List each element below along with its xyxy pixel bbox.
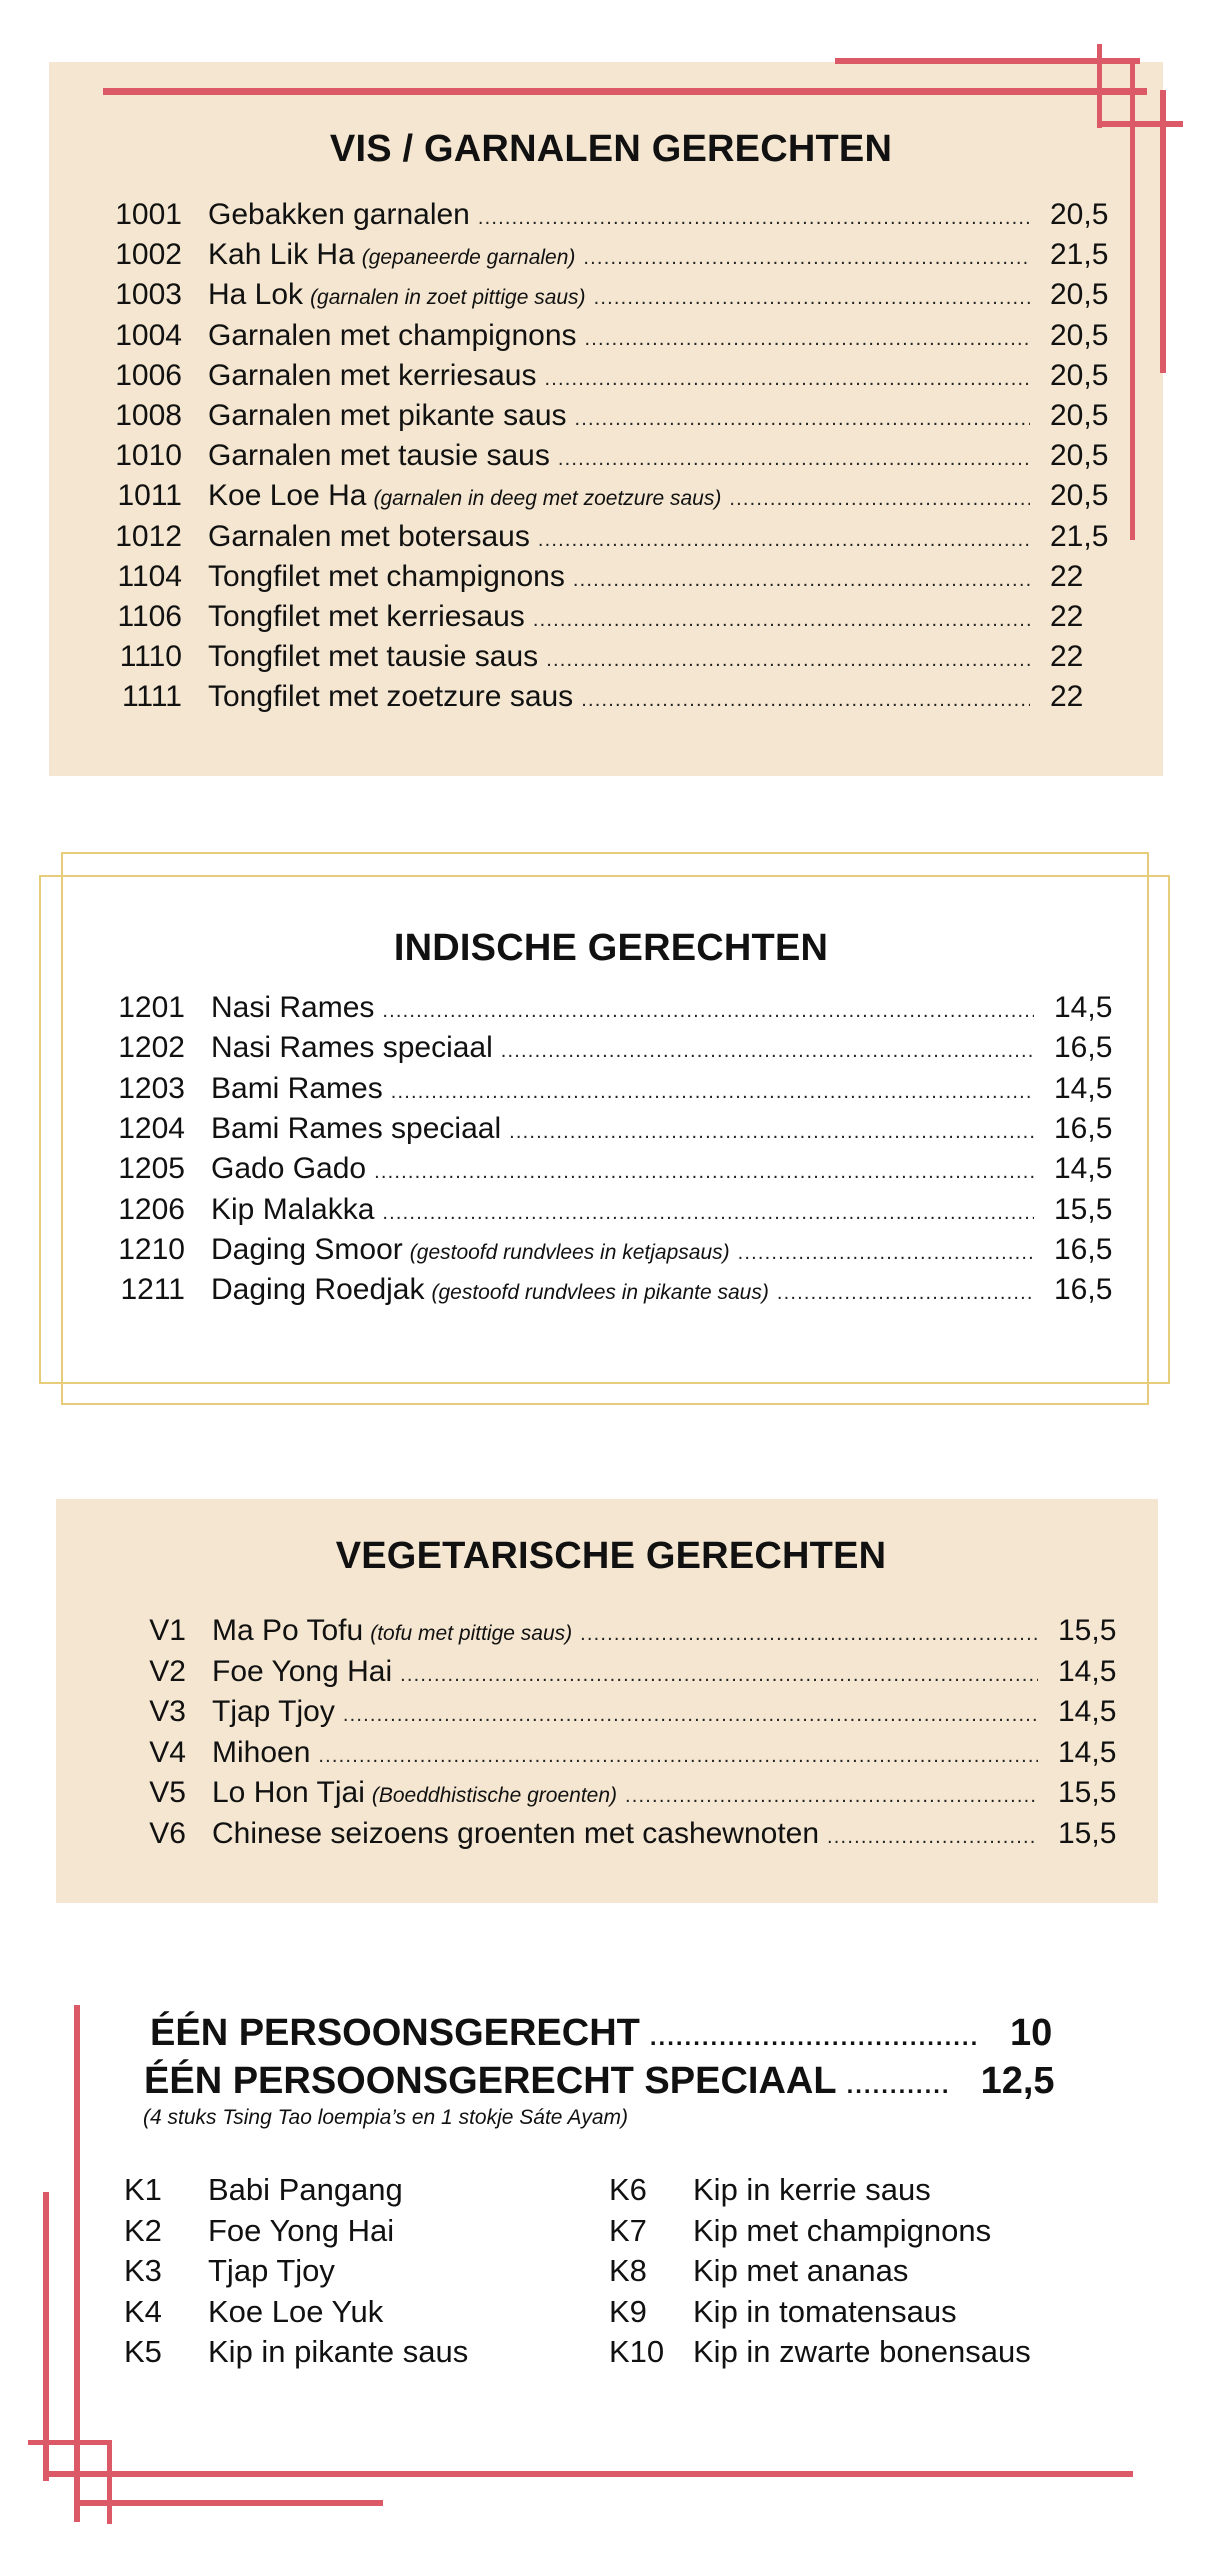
menu-item-row xyxy=(100,319,1120,359)
item-code: V1 xyxy=(149,1614,186,1647)
red-line xyxy=(1160,90,1166,373)
item-name: Mihoen xyxy=(212,1735,311,1769)
leader-dots xyxy=(478,207,1030,230)
item-note: (tofu met pittige saus) xyxy=(370,1622,573,1645)
item-price: 14,5 xyxy=(1054,1152,1113,1186)
menu-item-row xyxy=(100,1072,1124,1112)
item-price: 22 xyxy=(1050,559,1084,593)
k-item-row xyxy=(609,2172,931,2208)
item-name: Daging Smoor xyxy=(211,1232,403,1266)
leader-dots xyxy=(581,689,1030,712)
item-code: V5 xyxy=(149,1776,186,1810)
item-name: Tongfilet met kerriesaus xyxy=(208,600,525,633)
persoon-note: (4 stuks Tsing Tao loempia’s en 1 stokje Sáte Ayam) xyxy=(143,2106,629,2129)
item-note: (gestoofd rundvlees in ketjapsaus) xyxy=(409,1240,730,1264)
heading-name: ÉÉN PERSOONSGERECHT SPECIAAL xyxy=(144,2060,837,2102)
k-item-row xyxy=(609,2294,957,2330)
leader-dots xyxy=(391,1081,1034,1104)
red-line xyxy=(1097,121,1183,127)
menu-item-row xyxy=(100,1112,1124,1152)
item-price: 22 xyxy=(1050,680,1084,714)
item-name: Garnalen met botersaus xyxy=(208,519,530,553)
item-code: K3 xyxy=(124,2253,162,2288)
item-name: Nasi Rames xyxy=(211,991,375,1024)
item-price: 15,5 xyxy=(1058,1776,1117,1810)
leader-dots xyxy=(544,368,1030,391)
menu-item-row xyxy=(100,1817,1128,1857)
item-code: 1201 xyxy=(118,991,185,1024)
item-code: 1110 xyxy=(119,640,182,674)
item-price: 20,5 xyxy=(1050,479,1109,513)
item-code: 1210 xyxy=(118,1232,185,1266)
item-name: Koe Loe Yuk xyxy=(208,2293,384,2329)
item-name: Gado Gado xyxy=(211,1152,367,1186)
k-item-row xyxy=(609,2253,908,2289)
item-code: K10 xyxy=(609,2334,665,2369)
item-price: 14,5 xyxy=(1058,1695,1117,1729)
item-price: 20,5 xyxy=(1050,439,1109,473)
item-note: (garnalen in zoet pittige saus) xyxy=(310,286,586,310)
persoon-heading-1 xyxy=(150,2012,1058,2055)
menu-item-row xyxy=(100,1193,1124,1233)
leader-dots xyxy=(533,609,1030,632)
menu-item-row xyxy=(100,1031,1124,1071)
leader-dots xyxy=(343,1704,1038,1727)
item-name: Kip in kerrie saus xyxy=(693,2172,931,2207)
leader-dots xyxy=(777,1282,1034,1305)
item-note: (gestoofd rundvlees in pikante saus) xyxy=(431,1281,769,1305)
menu-item-row xyxy=(100,439,1120,479)
leader-dots xyxy=(729,488,1030,511)
item-price: 20,5 xyxy=(1050,198,1109,231)
item-price: 14,5 xyxy=(1058,1735,1117,1769)
red-line xyxy=(74,2500,383,2506)
item-code: 1206 xyxy=(118,1192,185,1226)
leader-dots xyxy=(509,1121,1034,1144)
menu-item-row xyxy=(100,278,1120,318)
item-code: K5 xyxy=(124,2334,162,2369)
persoon-heading-2 xyxy=(144,2060,1064,2103)
red-line xyxy=(1130,58,1135,540)
item-name: Foe Yong Hai xyxy=(212,1654,393,1688)
item-code: 1008 xyxy=(115,399,182,432)
item-name: Bami Rames xyxy=(211,1071,383,1105)
menu-item-row xyxy=(100,359,1120,399)
item-code: K9 xyxy=(609,2293,647,2329)
item-code: 1006 xyxy=(115,358,182,392)
item-price: 20,5 xyxy=(1050,358,1109,392)
leader-dots xyxy=(650,2024,980,2052)
item-name: Lo Hon Tjai xyxy=(212,1776,365,1810)
red-line xyxy=(43,2192,49,2481)
leader-dots xyxy=(558,448,1030,471)
leader-dots xyxy=(585,328,1030,351)
item-price: 20,5 xyxy=(1050,399,1109,432)
item-code: 1106 xyxy=(117,600,182,633)
menu-item-row xyxy=(100,600,1120,640)
item-name: Garnalen met champignons xyxy=(208,318,577,352)
menu-item-row xyxy=(100,1614,1128,1654)
item-name: Foe Yong Hai xyxy=(208,2212,395,2248)
item-name: Kah Lik Ha xyxy=(208,238,355,272)
item-code: 1211 xyxy=(120,1273,185,1307)
menu-item-row xyxy=(100,520,1120,560)
menu-item-row xyxy=(100,991,1124,1031)
heading-price: 12,5 xyxy=(980,2060,1055,2102)
item-code: 1003 xyxy=(115,278,182,312)
item-price: 20,5 xyxy=(1050,318,1109,352)
menu-item-row xyxy=(100,399,1120,439)
item-price: 14,5 xyxy=(1054,991,1113,1024)
item-price: 22 xyxy=(1050,640,1084,674)
vega-section-title: VEGETARISCHE GERECHTEN xyxy=(335,1535,887,1577)
menu-item-row xyxy=(100,1233,1124,1273)
menu-item-row xyxy=(100,560,1120,600)
red-line xyxy=(43,2471,1133,2477)
item-name: Bami Rames speciaal xyxy=(211,1111,502,1145)
item-price: 15,5 xyxy=(1054,1192,1113,1226)
k-item-row xyxy=(124,2213,394,2249)
menu-item-row xyxy=(100,640,1120,680)
item-code: 1203 xyxy=(118,1071,185,1105)
item-code: 1204 xyxy=(118,1111,185,1145)
leader-dots xyxy=(580,1623,1038,1646)
leader-dots xyxy=(501,1040,1034,1063)
k-item-row xyxy=(124,2253,335,2289)
menu-item-row xyxy=(100,238,1120,278)
leader-dots xyxy=(318,1745,1038,1768)
leader-dots xyxy=(575,408,1030,431)
item-price: 20,5 xyxy=(1050,278,1109,312)
leader-dots xyxy=(382,1000,1034,1023)
item-name: Koe Loe Ha xyxy=(208,479,367,513)
item-price: 15,5 xyxy=(1058,1817,1117,1850)
item-price: 21,5 xyxy=(1050,519,1109,553)
menu-item-row xyxy=(100,1695,1128,1735)
item-price: 15,5 xyxy=(1058,1614,1117,1647)
item-name: Kip met ananas xyxy=(693,2253,909,2288)
menu-item-row xyxy=(100,198,1120,238)
item-code: 1011 xyxy=(117,479,182,513)
item-code: 1001 xyxy=(115,198,182,231)
leader-dots xyxy=(400,1664,1038,1687)
item-code: 1002 xyxy=(115,238,182,272)
menu-item-row xyxy=(100,1736,1128,1776)
item-code: K2 xyxy=(124,2212,162,2248)
leader-dots xyxy=(546,649,1030,672)
item-code: 1111 xyxy=(121,680,182,714)
item-code: V2 xyxy=(149,1654,186,1688)
item-name: Gebakken garnalen xyxy=(208,198,470,231)
item-name: Daging Roedjak xyxy=(211,1273,425,1307)
item-price: 14,5 xyxy=(1058,1654,1117,1688)
vis-section-title: VIS / GARNALEN GERECHTEN xyxy=(329,128,893,170)
leader-dots xyxy=(738,1242,1034,1265)
item-name: Babi Pangang xyxy=(208,2172,403,2207)
item-name: Tongfilet met tausie saus xyxy=(208,640,539,674)
menu-item-row xyxy=(100,1152,1124,1192)
menu-item-row xyxy=(100,680,1120,720)
indisch-section-title: INDISCHE GERECHTEN xyxy=(393,927,829,969)
item-code: K1 xyxy=(124,2172,162,2207)
k-item-row xyxy=(124,2172,403,2208)
item-name: Garnalen met pikante saus xyxy=(208,399,567,432)
item-name: Kip in tomatensaus xyxy=(693,2293,957,2329)
item-name: Kip met champignons xyxy=(693,2212,992,2248)
menu-item-row xyxy=(100,1655,1128,1695)
item-price: 21,5 xyxy=(1050,238,1109,272)
item-note: (garnalen in deeg met zoetzure saus) xyxy=(373,487,722,511)
k-item-row xyxy=(609,2334,1031,2370)
item-code: 1010 xyxy=(115,439,182,473)
item-price: 16,5 xyxy=(1054,1232,1113,1266)
item-name: Chinese seizoens groenten met cashewnoten xyxy=(212,1817,820,1850)
leader-dots xyxy=(382,1202,1034,1225)
menu-item-row xyxy=(100,1776,1128,1816)
item-code: 1012 xyxy=(115,519,182,553)
item-code: K8 xyxy=(609,2253,647,2288)
item-code: 1004 xyxy=(115,318,182,352)
item-code: K7 xyxy=(609,2212,647,2248)
item-code: K6 xyxy=(609,2172,647,2207)
heading-price: 10 xyxy=(1010,2012,1053,2054)
item-price: 14,5 xyxy=(1054,1071,1113,1105)
leader-dots xyxy=(573,569,1030,592)
item-name: Nasi Rames speciaal xyxy=(211,1031,493,1065)
red-line xyxy=(1097,44,1102,128)
leader-dots xyxy=(594,287,1030,310)
heading-name: ÉÉN PERSOONSGERECHT xyxy=(150,2012,640,2054)
item-name: Kip in zwarte bonensaus xyxy=(693,2334,1031,2369)
item-code: 1104 xyxy=(117,559,182,593)
leader-dots xyxy=(538,529,1030,552)
red-line xyxy=(103,88,1147,95)
item-code: V6 xyxy=(149,1817,186,1850)
k-item-row xyxy=(609,2213,991,2249)
item-name: Kip in pikante saus xyxy=(208,2334,469,2369)
item-note: (gepaneerde garnalen) xyxy=(361,246,576,270)
item-name: Tjap Tjoy xyxy=(212,1695,335,1729)
item-code: 1205 xyxy=(118,1152,185,1186)
red-line xyxy=(107,2440,112,2524)
leader-dots xyxy=(583,247,1030,270)
item-name: Tongfilet met zoetzure saus xyxy=(208,680,574,714)
item-code: 1202 xyxy=(118,1031,185,1065)
red-line xyxy=(835,58,1140,64)
item-code: K4 xyxy=(124,2293,162,2329)
item-name: Tongfilet met champignons xyxy=(208,559,565,593)
menu-item-row xyxy=(100,1273,1124,1313)
item-price: 16,5 xyxy=(1054,1031,1113,1065)
item-name: Ma Po Tofu xyxy=(212,1614,364,1647)
item-price: 16,5 xyxy=(1054,1273,1113,1307)
k-item-row xyxy=(124,2294,383,2330)
leader-dots xyxy=(827,1826,1038,1849)
item-name: Garnalen met kerriesaus xyxy=(208,358,537,392)
leader-dots xyxy=(847,2072,947,2100)
item-code: V4 xyxy=(149,1735,186,1769)
item-price: 16,5 xyxy=(1054,1111,1113,1145)
leader-dots xyxy=(625,1785,1038,1808)
item-name: Kip Malakka xyxy=(211,1192,375,1226)
item-note: (Boeddhistische groenten) xyxy=(371,1784,618,1808)
item-price: 22 xyxy=(1050,600,1084,633)
red-line xyxy=(28,2440,112,2445)
item-code: V3 xyxy=(149,1695,186,1729)
k-item-row xyxy=(124,2334,468,2370)
menu-item-row xyxy=(100,479,1120,519)
item-name: Ha Lok xyxy=(208,278,304,312)
item-name: Garnalen met tausie saus xyxy=(208,439,550,473)
leader-dots xyxy=(374,1161,1034,1184)
item-name: Tjap Tjoy xyxy=(208,2253,335,2288)
